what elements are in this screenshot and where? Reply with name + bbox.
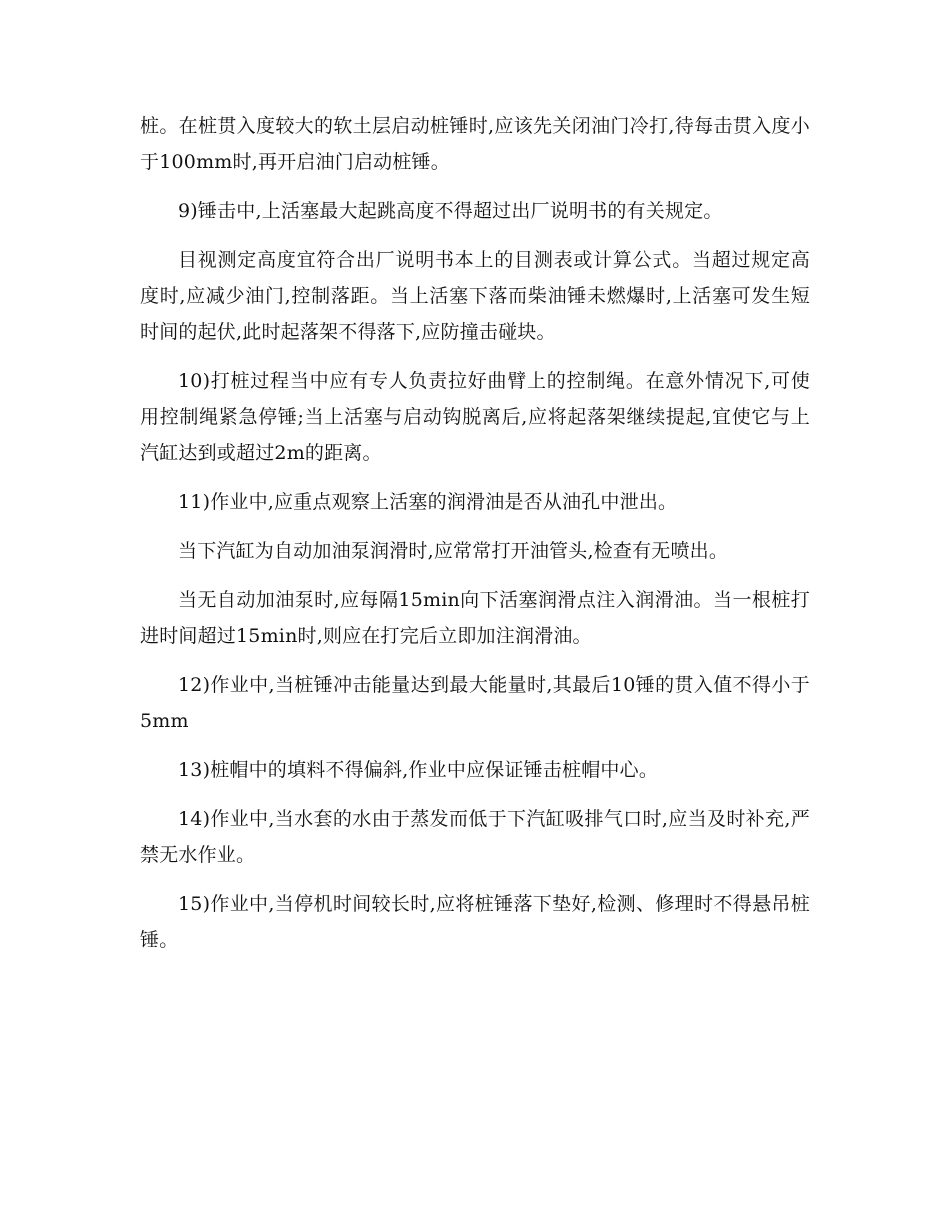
paragraph-no-oil-pump: 当无自动加油泵时,应每隔15min向下活塞润滑点注入润滑油。当一根桩打进时间超过15min时,则应在打完后立即加注润滑油。: [140, 589, 810, 647]
paragraph-item-12: 12)作业中,当桩锤冲击能量达到最大能量时,其最后10锤的贯入值不得小于5mm: [140, 674, 810, 732]
document-body: [140, 108, 810, 971]
paragraph-item-9: 9)锤击中,上活塞最大起跳高度不得超过出厂说明书的有关规定。: [178, 200, 723, 222]
paragraph-item-14: 14)作业中,当水套的水由于蒸发而低于下汽缸吸排气口时,应当及时补充,严禁无水作业。: [140, 808, 810, 866]
paragraph-continuation: 桩。在桩贯入度较大的软土层启动桩锤时,应该先关闭油门冷打,待每击贯入度小于100mm时,再开启油门启动桩锤。: [140, 115, 810, 173]
paragraph-item-10: 10)打桩过程当中应有专人负责拉好曲臂上的控制绳。在意外情况下,可使用控制绳紧急停锤;当上活塞与启动钩脱离后,应将起落架继续提起,宜使它与上汽缸达到或超过2m的距离。: [140, 370, 810, 464]
paragraph-item-13: 13)桩帽中的填料不得偏斜,作业中应保证锤击桩帽中心。: [178, 759, 659, 781]
paragraph-item-11: 11)作业中,应重点观察上活塞的润滑油是否从油孔中泄出。: [178, 491, 678, 513]
paragraph-auto-oil-pump: 当下汽缸为自动加油泵润滑时,应常常打开油管头,检查有无喷出。: [178, 540, 729, 562]
paragraph-item-15: 15)作业中,当停机时间较长时,应将桩锤落下垫好,检测、修理时不得悬吊桩锤。: [140, 893, 810, 951]
paragraph-visual-height-check: 目视测定高度宜符合出厂说明书本上的目测表或计算公式。当超过规定高度时,应减少油门,控制落距。当上活塞下落而柴油锤未燃爆时,上活塞可发生短时间的起伏,此时起落架不得落下,应防撞击碰块。: [140, 249, 810, 343]
